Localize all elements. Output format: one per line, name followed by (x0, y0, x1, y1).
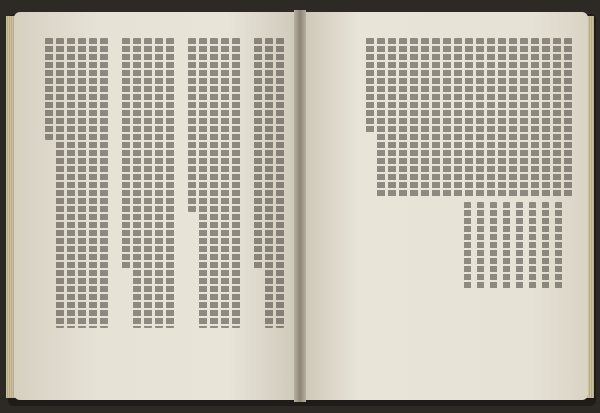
text-column (166, 38, 174, 328)
text-column (100, 38, 108, 328)
poem-line (516, 202, 523, 290)
poem-line (555, 202, 562, 290)
text-column (410, 38, 418, 198)
text-column (133, 38, 141, 328)
right-page (302, 12, 588, 400)
left-page-text (34, 38, 284, 328)
text-column (465, 38, 473, 198)
text-column (366, 38, 374, 134)
text-column (443, 38, 451, 198)
text-column (210, 38, 218, 328)
poem-line (477, 202, 484, 290)
text-column (89, 38, 97, 328)
text-column (454, 38, 462, 198)
right-page-text-top (322, 38, 572, 198)
text-column (199, 38, 207, 328)
text-column (432, 38, 440, 198)
text-column (421, 38, 429, 198)
text-column (531, 38, 539, 198)
text-column (276, 38, 284, 328)
text-column (542, 38, 550, 198)
left-page (14, 12, 298, 400)
book-gutter (294, 10, 306, 402)
text-column (122, 38, 130, 270)
text-column (155, 38, 163, 328)
text-column (78, 38, 86, 328)
text-column (265, 38, 273, 328)
column-gap (111, 38, 119, 328)
text-column (56, 38, 64, 328)
text-column (487, 38, 495, 198)
text-column (553, 38, 561, 198)
text-column (144, 38, 152, 328)
text-column (254, 38, 262, 270)
text-column (476, 38, 484, 198)
text-column (221, 38, 229, 328)
poem-line (490, 202, 497, 290)
column-gap (243, 38, 251, 328)
poem-line (503, 202, 510, 290)
text-column (188, 38, 196, 212)
text-column (520, 38, 528, 198)
text-column (45, 38, 53, 140)
text-column (67, 38, 75, 328)
right-page-poem-list (422, 202, 562, 312)
text-column (377, 38, 385, 198)
text-column (509, 38, 517, 198)
text-column (498, 38, 506, 198)
text-column (564, 38, 572, 198)
poem-line (542, 202, 549, 290)
poem-line (464, 202, 471, 290)
text-column (399, 38, 407, 198)
text-column (232, 38, 240, 328)
poem-line (529, 202, 536, 290)
text-column (388, 38, 396, 198)
column-gap (177, 38, 185, 328)
